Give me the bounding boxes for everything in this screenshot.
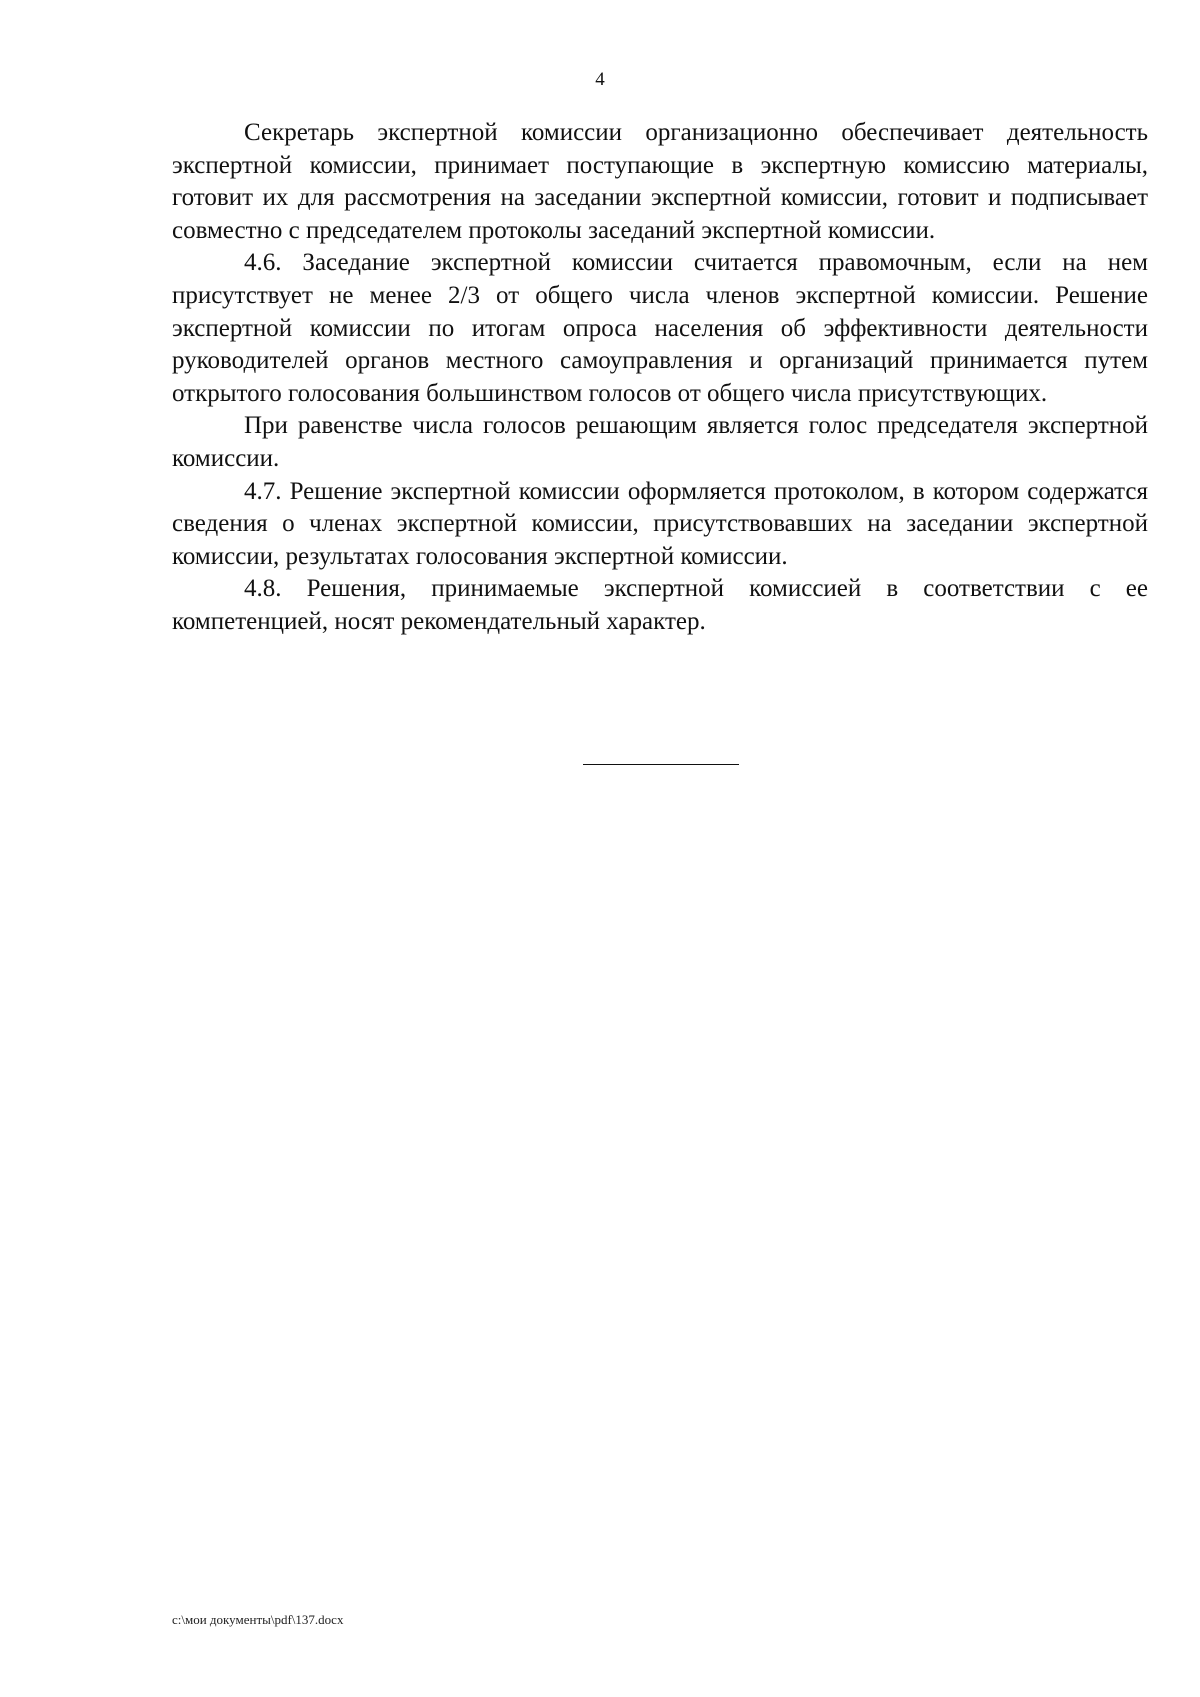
- document-body: [172, 117, 1148, 639]
- paragraph-4-6-quorum: 4.6. Заседание экспертной комиссии считается правомочным, если на нем присутствует не менее 2/3 от общего числа членов экспертной комиссии. Решение экспертной комиссии по итогам опроса населения об эффективности деятельности руководителей органов местного самоуправления и организаций принимается путем открытого голосования большинством голосов от общего числа присутствующих.: [172, 249, 1148, 407]
- paragraph-4-7-protocol: 4.7. Решение экспертной комиссии оформляется протоколом, в котором содержатся сведения о членах экспертной комиссии, присутствовавших на заседании экспертной комиссии, результатах голосования экспертной комиссии.: [172, 477, 1148, 570]
- paragraph-secretary-duties: Секретарь экспертной комиссии организационно обеспечивает деятельность экспертной комиссии, принимает поступающие в экспертную комиссию материалы, готовит их для рассмотрения на заседании экспертной комиссии, готовит и подписывает совместно с председателем протоколы заседаний экспертной комиссии.: [172, 119, 1148, 244]
- paragraph-tie-vote: При равенстве числа голосов решающим является голос председателя экспертной комиссии.: [172, 412, 1148, 472]
- footer-file-path: c:\мои документы\pdf\137.docx: [172, 1612, 344, 1627]
- end-separator-line: [583, 764, 739, 765]
- paragraph-4-8-recommendations: 4.8. Решения, принимаемые экспертной комиссией в соответствии с ее компетенцией, носят рекомендательный характер.: [172, 575, 1148, 635]
- page-number: 4: [595, 69, 605, 90]
